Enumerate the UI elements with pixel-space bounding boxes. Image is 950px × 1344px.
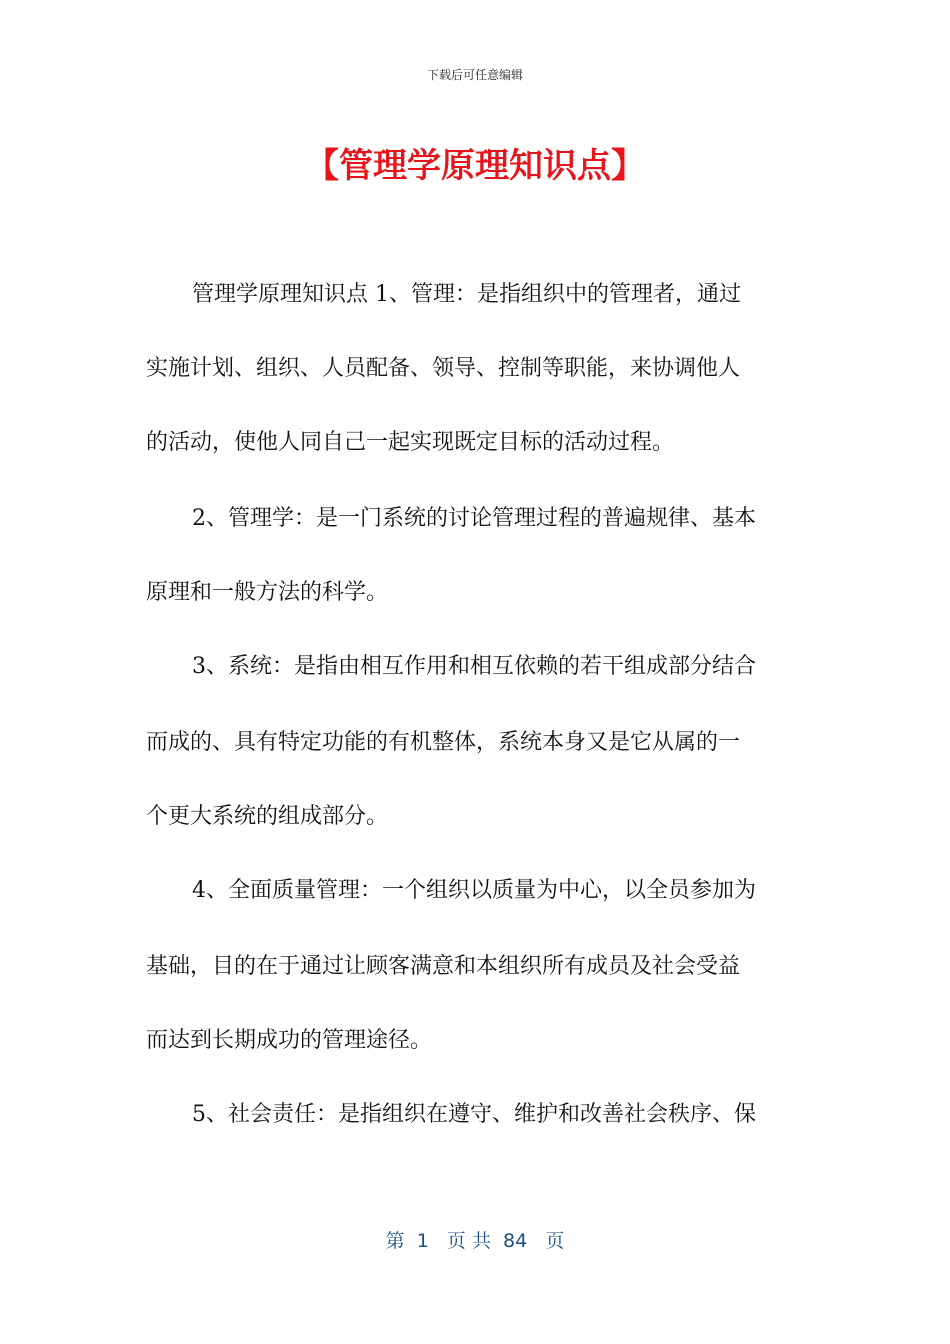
paragraph-line: 而成的、具有特定功能的有机整体，系统本身又是它从属的一 xyxy=(146,730,741,755)
paragraph-line: 的活动，使他人同自己一起实现既定目标的活动过程。 xyxy=(146,430,675,455)
paragraph-line: 2、管理学：是一门系统的讨论管理过程的普遍规律、基本 xyxy=(192,506,756,531)
page-header-note: 下载后可任意编辑 xyxy=(426,68,523,82)
paragraph-line: 4、全面质量管理：一个组织以质量为中心，以全员参加为 xyxy=(192,878,756,903)
paragraph-line: 基础，目的在于通过让顾客满意和本组织所有成员及社会受益 xyxy=(146,954,741,979)
paragraph-line: 管理学原理知识点 1、管理：是指组织中的管理者，通过 xyxy=(192,282,741,307)
document-title: 【管理学原理知识点】 xyxy=(305,146,645,186)
paragraph-line: 个更大系统的组成部分。 xyxy=(146,804,389,829)
paragraph-line: 原理和一般方法的科学。 xyxy=(146,580,389,605)
paragraph-line: 而达到长期成功的管理途径。 xyxy=(146,1028,433,1053)
paragraph-line: 5、社会责任：是指组织在遵守、维护和改善社会秩序、保 xyxy=(192,1102,756,1127)
page-number-footer: 第 1 页 共 84 页 xyxy=(385,1230,565,1252)
paragraph-line: 实施计划、组织、人员配备、领导、控制等职能，来协调他人 xyxy=(146,356,741,381)
paragraph-line: 3、系统：是指由相互作用和相互依赖的若干组成部分结合 xyxy=(192,654,756,679)
